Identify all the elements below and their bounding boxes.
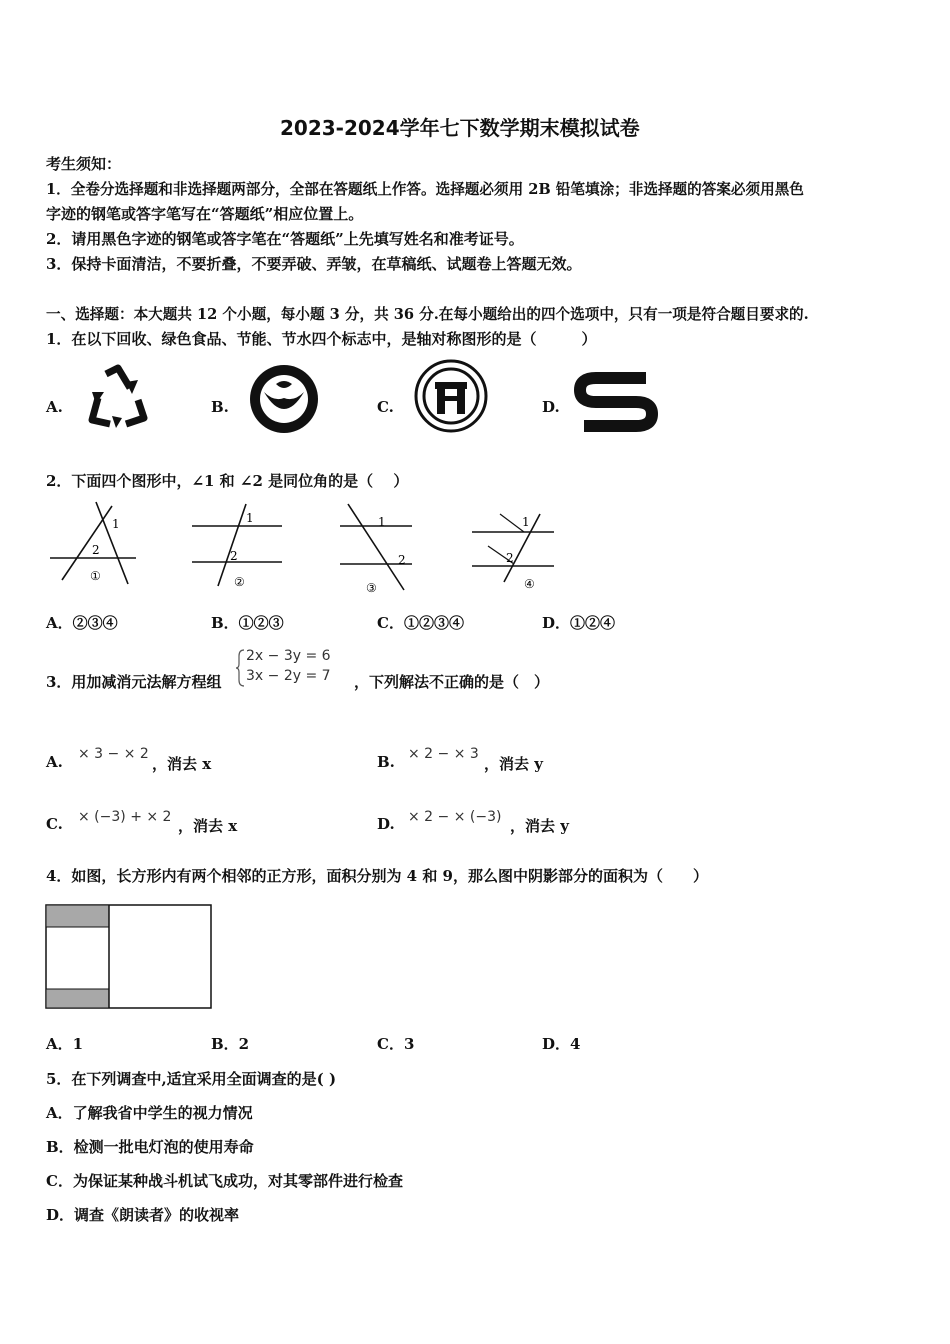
figure-number: ② — [234, 575, 245, 589]
q5-stem: 5．在下列调查中,适宜采用全面调查的是( ) — [46, 1070, 337, 1088]
q4-option-d: D．4 — [542, 1035, 581, 1053]
angle-2-label: 2 — [230, 549, 238, 563]
energy-saving-logo-icon — [413, 358, 489, 434]
angle-1-label: 1 — [112, 517, 120, 531]
q5-option-a: A．了解我省中学生的视力情况 — [46, 1104, 253, 1122]
q3-option-c-tail: ，消去 x — [178, 817, 238, 835]
q3-equation-1: 2x − 3y = 6 — [246, 648, 331, 664]
q3-equation-2: 3x − 2y = 7 — [246, 668, 331, 684]
q4-option-b: B．2 — [211, 1035, 250, 1053]
q5-option-c: C．为保证某种战斗机试飞成功，对其零部件进行检查 — [46, 1172, 403, 1190]
green-food-logo-icon — [246, 362, 322, 436]
q3-option-d-tail: ，消去 y — [510, 817, 569, 835]
q1-option-d-label: D. — [542, 398, 560, 416]
angle-1-label: 1 — [378, 515, 386, 529]
q2-option-d: D．①②④ — [542, 614, 616, 632]
q2-option-a: A．②③④ — [46, 614, 118, 632]
q1-stem: 1．在以下回收、绿色食品、节能、节水四个标志中，是轴对称图形的是（ ） — [46, 330, 597, 348]
q3-option-a-label: A. — [46, 753, 63, 771]
angle-1-label: 1 — [522, 515, 530, 529]
figure-number: ④ — [524, 577, 535, 591]
angle-2-label: 2 — [398, 553, 406, 567]
q3-option-c-label: C. — [46, 815, 63, 833]
angle-1-label: 1 — [246, 511, 254, 525]
q2-option-c: C．①②③④ — [377, 614, 464, 632]
q3-option-b-tail: ，消去 y — [484, 755, 543, 773]
q3-option-a-tail: ，消去 x — [152, 755, 212, 773]
brace-icon — [236, 648, 246, 688]
notice-line-3: 3．保持卡面清洁，不要折叠，不要弄破、弄皱，在草稿纸、试题卷上答题无效。 — [46, 255, 582, 273]
angle-2-label: 2 — [92, 543, 100, 557]
q2-option-b: B．①②③ — [211, 614, 284, 632]
page-title: 2023-2024学年七下数学期末模拟试卷 — [280, 116, 640, 140]
q3-option-a-math: × 3 − × 2 — [78, 746, 149, 762]
figure-number: ① — [90, 569, 101, 583]
q3-stem: 3．用加减消元法解方程组 — [46, 673, 222, 691]
q1-option-b-label: B. — [211, 398, 229, 416]
q3-stem-tail: ，下列解法不正确的是（ ） — [354, 673, 550, 691]
notice-line-1a: 1．全卷分选择题和非选择题两部分，全部在答题纸上作答。选择题必须用 2B 铅笔填涂；非选择题的答案必须用黑色 — [46, 181, 804, 198]
q4-stem: 4．如图，长方形内有两个相邻的正方形，面积分别为 4 和 9，那么图中阴影部分的面积为（ ） — [46, 867, 708, 885]
notice-line-2: 2．请用黑色字迹的钢笔或答字笔在“答题纸”上先填写姓名和准考证号。 — [46, 230, 524, 248]
q1-option-c-label: C. — [377, 398, 394, 416]
q2-stem: 2．下面四个图形中，∠1 和 ∠2 是同位角的是（ ） — [46, 472, 409, 490]
notice-line-1b: 字迹的钢笔或答字笔写在“答题纸”相应位置上。 — [46, 205, 364, 223]
water-saving-logo-icon — [576, 368, 656, 432]
q5-option-d: D．调查《朗读者》的收视率 — [46, 1206, 240, 1224]
section-heading: 一、选择题：本大题共 12 个小题，每小题 3 分，共 36 分.在每小题给出的四个选项中，只有一项是符合题目要求的. — [46, 306, 809, 323]
q1-option-a-label: A. — [46, 398, 63, 416]
figure-number: ③ — [366, 581, 377, 595]
q3-option-d-math: × 2 − × (−3) — [408, 809, 502, 825]
q5-option-b: B．检测一批电灯泡的使用寿命 — [46, 1138, 254, 1156]
q2-figure-2 — [188, 500, 288, 592]
angle-2-label: 2 — [506, 551, 514, 565]
q2-figure-3 — [336, 500, 436, 594]
q4-rectangle-figure — [45, 904, 213, 1010]
q4-option-a: A．1 — [46, 1035, 84, 1053]
q2-figure-1 — [48, 500, 140, 588]
q4-option-c: C．3 — [377, 1035, 415, 1053]
q2-figure-4 — [468, 506, 560, 592]
q3-option-b-math: × 2 − × 3 — [408, 746, 479, 762]
recycle-logo-icon — [82, 362, 154, 432]
q3-option-c-math: × (−3) + × 2 — [78, 809, 172, 825]
notice-heading: 考生须知： — [46, 155, 122, 173]
q3-option-d-label: D. — [377, 815, 395, 833]
q3-option-b-label: B. — [377, 753, 395, 771]
